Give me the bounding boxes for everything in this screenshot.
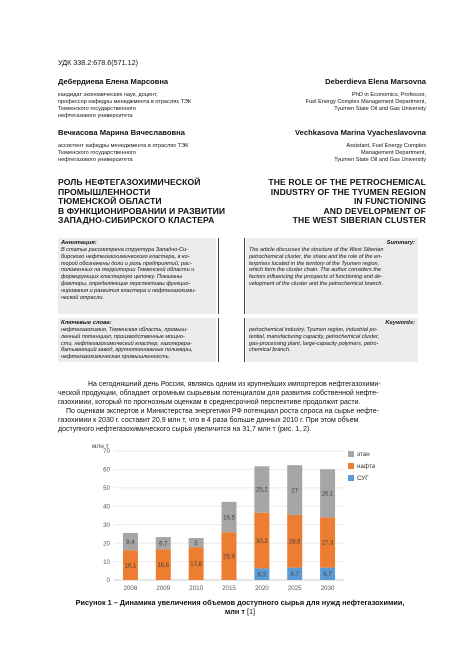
title-line: В ФУНКЦИОНИРОВАНИИ И РАЗВИТИИ — [58, 205, 226, 216]
data-label: 6,7 — [323, 572, 332, 579]
x-tick-label: 2010 — [189, 585, 204, 592]
abstract-line: нирования и развития кластера и нефтегазохими- — [61, 287, 196, 294]
x-tick-label: 2009 — [156, 585, 171, 592]
keywords-ru-text — [58, 327, 216, 361]
legend-item-lpg — [348, 472, 375, 484]
aff-line: Tyumen State Oil and Gas University — [334, 106, 426, 113]
title-line: ПРОМЫШЛЕННОСТИ — [58, 186, 151, 197]
keyword-line: petrochemical industry, Tyumen region, industrial po- — [249, 327, 378, 333]
title-line: INDUSTRY OF THE TYUMEN REGION — [270, 186, 426, 197]
author-en-2-affiliation — [334, 143, 426, 164]
aff-line: ассистент кафедры менеджмента в отраслях ТЭК — [58, 143, 189, 149]
y-tick-label: 40 — [103, 503, 110, 511]
abstract-line: petrochemical cluster, the share and the role of the en- — [249, 253, 382, 260]
y-tick-label: 50 — [103, 485, 110, 493]
author-ru-2-affiliation — [58, 143, 188, 164]
abstract-en-header: Summary: — [386, 240, 415, 246]
divider-en — [244, 238, 245, 314]
data-label: 27,3 — [321, 540, 334, 547]
y-axis-label: млн т — [92, 443, 109, 450]
data-label: 17,8 — [190, 561, 202, 568]
author-ru-1-affiliation — [58, 92, 191, 120]
body-line: доступного нефтегазохимического сырья увеличится на 31,7 млн т (рис. 1, 2). — [58, 426, 312, 434]
data-label: 30,2 — [256, 538, 268, 545]
author-ru-1-name: Дебердиева Елена Марсовна — [58, 77, 169, 86]
keywords-ru-header: Ключевые слова: — [61, 320, 112, 326]
caption-line — [40, 607, 440, 616]
keyword-line: ленный потенциал, производственные мощно- — [61, 333, 185, 340]
legend-swatch — [348, 463, 354, 469]
aff-line: нефтегазового университета — [58, 157, 133, 164]
body-line: газохимии, который по прогнозным оценкам в среднесрочной перспективе продолжит расти. — [58, 399, 361, 407]
abstract-ru-block — [58, 238, 216, 314]
aff-line: Management Department, — [361, 150, 426, 157]
keyword-line: сти, нефтегазохимический кластер, газоперера- — [61, 340, 192, 347]
legend-item-naphtha — [348, 460, 375, 472]
keyword-line: нефтегазохимия, Тюменская область, промыш- — [61, 327, 188, 333]
data-label: 6,3 — [257, 572, 267, 579]
legend-swatch — [348, 451, 354, 457]
abstract-line: факторы, определяющие перспективы функцио- — [61, 280, 191, 287]
abstract-ru-text — [58, 247, 216, 301]
divider-en-kw — [244, 318, 245, 362]
aff-line: Тюменского государственного — [58, 150, 136, 157]
title-line: ЗАПАДНО-СИБИРСКОГО КЛАСТЕРА — [58, 215, 215, 226]
data-label: 25,2 — [256, 487, 268, 494]
keyword-line: tential, manufacturing capacity, petrochemical cluster, — [249, 333, 380, 340]
body-line: ческой продукции, обладает огромным сырьевым потенциалом для развития собственной нефте- — [58, 390, 379, 398]
abstract-line: which form the cluster chain. The author considers the — [249, 267, 382, 274]
caption-unit: млн т — [224, 607, 245, 617]
title-ru — [58, 178, 225, 226]
abstract-line: положенных на территории Тюменской области и — [61, 267, 195, 274]
aff-line: Tyumen State Oil and Gas University — [334, 157, 426, 164]
abstract-line: ческой отрасли. — [61, 294, 104, 301]
author-en-1-name: Deberdieva Elena Marsovna — [325, 77, 426, 86]
keyword-line: chemical branch. — [249, 347, 291, 354]
caption-ref: [1] — [246, 607, 256, 617]
legend-label: СУГ — [357, 474, 369, 482]
keyword-line: батывающий завод, крупнотоннажные полимеры, — [61, 347, 193, 354]
legend — [348, 448, 375, 484]
data-label: 16,5 — [223, 515, 235, 522]
title-en — [268, 178, 426, 226]
udk-code: УДК 338.2:678.6(571.12) — [58, 58, 139, 67]
abstract-line: factors influencing the prospects of functioning and de- — [249, 274, 383, 281]
data-label: 6,7 — [159, 541, 168, 548]
abstract-line: terprises located in the territory of the Tyumen region, — [249, 260, 380, 267]
aff-line: Assistant, Fuel Energy Complex — [346, 143, 426, 149]
body-line: На сегодняшний день Россия, являясь одним из крупнейших импортеров нефтегазохими- — [88, 381, 381, 388]
data-label: 28,6 — [288, 539, 301, 546]
data-label: 26,1 — [321, 491, 334, 498]
y-tick-label: 30 — [103, 521, 110, 529]
abstract-line: бирского нефтегазохимического кластера, в ко- — [61, 253, 190, 260]
data-label: 16,6 — [157, 562, 170, 569]
keywords-en-header: Keywords: — [385, 320, 415, 326]
aff-line: кандидат экономических наук, доцент, — [58, 92, 158, 98]
y-tick-label: 20 — [103, 540, 110, 548]
title-line: РОЛЬ НЕФТЕГАЗОХИМИЧЕСКОЙ — [58, 177, 201, 187]
title-line: THE WEST SIBERIAN CLUSTER — [292, 215, 426, 226]
data-label: 9,4 — [126, 539, 135, 546]
data-label: 25,9 — [223, 554, 235, 561]
abstract-line: В статье рассмотрена структура Западно-Си- — [61, 247, 188, 253]
x-tick-label: 2020 — [254, 585, 269, 592]
abstract-line: формирующих кластерную цепочку. Показаны — [61, 274, 183, 281]
divider-ru — [218, 238, 219, 314]
aff-line: Тюменского государственного — [58, 106, 136, 113]
keyword-line: нефтегазохимическая промышленность. — [61, 354, 171, 361]
abstract-en-text — [246, 247, 418, 288]
abstract-ru-header: Аннотация: — [61, 240, 97, 246]
legend-swatch — [348, 475, 354, 481]
aff-line: PhD in Economics, Professor, — [352, 92, 426, 98]
aff-line: Fuel Energy Complex Management Department, — [305, 99, 426, 106]
y-tick-label: 10 — [103, 558, 110, 566]
caption-line: Рисунок 1 – Динамика увеличения объемов доступного сырья для нужд нефтегазохимии, — [75, 598, 405, 607]
bars — [123, 465, 335, 580]
x-tick-label: 2008 — [123, 585, 138, 592]
x-tick-label: 2025 — [287, 585, 302, 592]
title-line: THE ROLE OF THE PETROCHEMICAL — [268, 177, 426, 187]
keywords-en-text — [246, 327, 418, 354]
keywords-en-block — [246, 318, 418, 362]
abstract-en-block — [246, 238, 418, 314]
data-label: 5 — [194, 540, 198, 547]
data-label: 6,7 — [290, 572, 299, 579]
abstract-line: The article discusses the structure of the West Siberian — [249, 247, 384, 253]
y-tick-label: 0 — [106, 577, 110, 585]
abstract-line: торой обозначены доли и роль предприятий, рас- — [61, 260, 192, 267]
author-ru-2-name: Вечкасова Марина Вячеславовна — [58, 128, 185, 137]
x-tick-label: 2030 — [320, 585, 335, 592]
body-text — [58, 380, 420, 435]
keywords-ru-block — [58, 318, 216, 362]
legend-label: нафта — [357, 462, 376, 470]
divider-ru-kw — [218, 318, 219, 362]
title-line: ТЮМЕНСКОЙ ОБЛАСТИ — [58, 196, 162, 207]
abstract-line: velopment of the cluster and the petrochemical branch. — [249, 280, 383, 287]
legend-item-ethane — [348, 448, 375, 460]
title-line: IN FUNCTIONING — [353, 196, 426, 207]
author-en-1-affiliation — [306, 92, 426, 113]
aff-line: профессор кафедры менеджмента в отраслях ТЭК — [58, 99, 192, 106]
body-line: газохимии к 2030 г. составит 20,9 млн т, что в 4 раза больше данных 2010 г. При этом объем — [58, 417, 359, 425]
figure-caption — [40, 598, 440, 617]
data-label: 16,1 — [124, 563, 137, 570]
y-tick-label: 60 — [103, 466, 110, 474]
y-tick-label: 70 — [103, 448, 110, 456]
keyword-line: gas-processing plant, large-capacity polymers, petro- — [249, 340, 379, 347]
legend-label: этан — [357, 450, 370, 458]
title-line: AND DEVELOPMENT OF — [323, 205, 426, 216]
author-en-2-name: Vechkasova Marina Vyacheslavovna — [295, 128, 426, 137]
x-tick-label: 2015 — [222, 585, 236, 592]
body-line: По оценкам экспертов и Министерства энергетики РФ потенциал роста спроса на сырье нефте- — [66, 408, 380, 416]
data-label: 27 — [291, 488, 299, 495]
aff-line: нефтегазового университета — [58, 113, 133, 120]
